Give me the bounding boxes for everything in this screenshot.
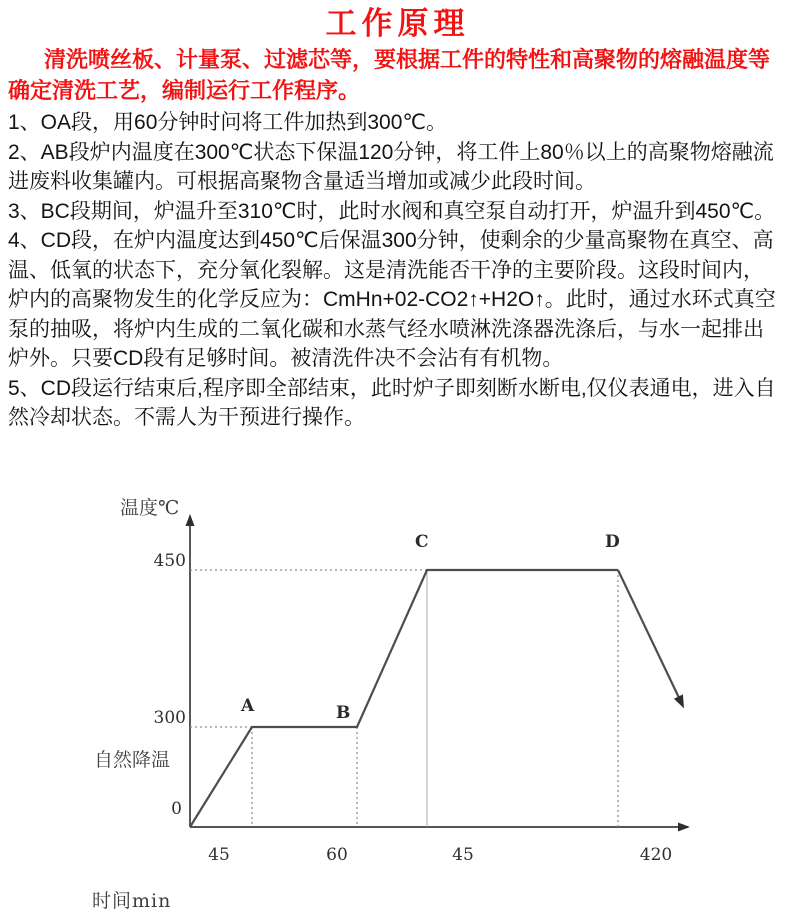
x-segment-label-3: 45 <box>452 845 474 865</box>
intro-paragraph: 清洗喷丝板、计量泵、过滤芯等，要根据工件的特性和高聚物的熔融温度等确定清洗工艺，编制运行工作程序。 <box>8 47 771 103</box>
point-label-d: D <box>605 532 620 552</box>
y-axis-label: 温度℃ <box>120 497 180 519</box>
x-segment-label-4: 420 <box>639 845 673 865</box>
procedure-list <box>8 108 782 433</box>
natural-cooling-label: 自然降温 <box>94 749 171 771</box>
point-label-c: C <box>415 532 429 552</box>
x-axis-label: 时间min <box>92 890 172 912</box>
temperature-time-chart <box>0 490 790 920</box>
y-tick-0: 0 <box>171 799 182 819</box>
point-label-a: A <box>241 696 255 716</box>
page-title: 工作原理 <box>325 6 470 41</box>
list-item: 1、OA段，用60分钟时问将工件加热到300℃。 <box>8 111 447 134</box>
x-segment-label-2: 60 <box>326 845 348 865</box>
x-segment-label-1: 45 <box>208 845 230 865</box>
y-tick-300: 300 <box>153 708 186 728</box>
point-label-b: B <box>336 703 351 723</box>
list-item: 2、AB段炉内温度在300℃状态下保温120分钟，将工件上80％以上的高聚物熔融流进废料收集罐内。可根据高聚物含量适当增加或减少此段时间。 <box>8 140 774 193</box>
y-tick-450: 450 <box>153 551 186 571</box>
list-item: 4、CD段，在炉内温度达到450℃后保温300分钟，使剩余的少量高聚物在真空、高温、低氧的状态下，充分氧化裂解。这是清洗能否干净的主要阶段。这段时间内，炉内的高聚物发生的化学反应为：CmHn+02-CO2↑+H2O↑。此时，通过水环式真空泵的抽吸，将炉内生成的二氧化碳和水蒸气经水喷淋洗涤器洗涤后，与水一起排出炉外。只要CD段有足够时间。被清洗件决不会沾有有机物。 <box>8 229 776 370</box>
list-item: 5、CD段运行结束后,程序即全部结束，此时炉子即刻断水断电,仅仪表通电，进入自然冷却状态。不需人为干预进行操作。 <box>8 376 776 429</box>
list-item: 3、BC段期间，炉温升至310℃时，此时水阀和真空泵自动打开，炉温升到450℃。 <box>8 199 776 223</box>
